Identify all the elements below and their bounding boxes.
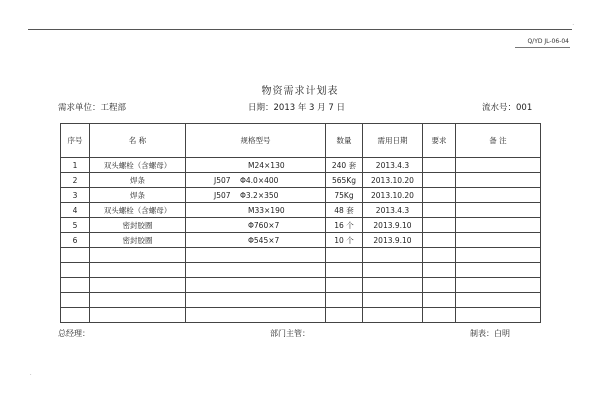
cell-remark <box>456 278 541 293</box>
cell-qty <box>326 248 363 263</box>
cell-requirement <box>423 263 456 278</box>
cell-remark <box>456 158 541 173</box>
cell-remark <box>456 188 541 203</box>
cell-remark <box>456 218 541 233</box>
table-row <box>61 158 541 173</box>
header-spec: 规格型号 <box>186 124 326 158</box>
cell-spec <box>186 218 326 233</box>
cell-seq <box>61 248 90 263</box>
table-row <box>61 218 541 233</box>
cell-requirement <box>423 248 456 263</box>
document-code-rule <box>515 47 570 48</box>
table-row <box>61 278 541 293</box>
cell-spec <box>186 173 326 188</box>
cell-qty: 240 套 <box>326 158 363 173</box>
cell-remark <box>456 233 541 248</box>
cell-name <box>90 293 186 308</box>
prepared-by-label: 制表：白明 <box>470 329 510 338</box>
cell-name <box>90 248 186 263</box>
cell-seq: 3 <box>61 188 90 203</box>
cell-qty <box>326 263 363 278</box>
cell-remark <box>456 293 541 308</box>
cell-name <box>90 308 186 323</box>
table-row <box>61 203 541 218</box>
cell-requirement <box>423 188 456 203</box>
cell-seq <box>61 293 90 308</box>
cell-date <box>363 278 423 293</box>
cell-spec <box>186 308 326 323</box>
demand-unit: 需求单位：工程部 <box>58 103 127 113</box>
spec-size: Φ3.2×350 <box>240 191 279 200</box>
cell-requirement <box>423 158 456 173</box>
cell-qty: 565Kg <box>326 173 363 188</box>
table-row <box>61 233 541 248</box>
cell-date <box>363 263 423 278</box>
spec-grade: J507 <box>214 191 231 200</box>
cell-spec <box>186 233 326 248</box>
cell-qty <box>326 278 363 293</box>
spec-size: Φ4.0×400 <box>240 176 279 185</box>
cell-date <box>363 248 423 263</box>
cell-seq: 1 <box>61 158 90 173</box>
cell-name: 焊条 <box>90 188 186 203</box>
cell-date: 2013.10.20 <box>363 173 423 188</box>
cell-spec <box>186 188 326 203</box>
cell-date: 2013.4.3 <box>363 158 423 173</box>
cell-spec <box>186 293 326 308</box>
cell-spec <box>186 203 326 218</box>
cell-seq <box>61 263 90 278</box>
cell-date: 2013.9.10 <box>363 218 423 233</box>
header-qty: 数量 <box>326 124 363 158</box>
cell-seq: 2 <box>61 173 90 188</box>
spec-size: Φ545×7 <box>248 236 280 245</box>
table-row <box>61 293 541 308</box>
dept-head-label: 部门主管： <box>270 329 310 338</box>
cell-requirement <box>423 203 456 218</box>
cell-qty: 10 个 <box>326 233 363 248</box>
document-title: 物资需求计划表 <box>261 86 339 97</box>
header-rule <box>28 29 572 30</box>
table-row <box>61 173 541 188</box>
cell-qty: 16 个 <box>326 218 363 233</box>
table-row <box>61 188 541 203</box>
table-row <box>61 263 541 278</box>
cell-remark <box>456 263 541 278</box>
cell-remark <box>456 173 541 188</box>
cell-name: 密封胶圈 <box>90 218 186 233</box>
header-name: 名 称 <box>90 124 186 158</box>
cell-requirement <box>423 308 456 323</box>
spec-grade: J507 <box>214 176 231 185</box>
spec-size: M33×190 <box>248 206 285 215</box>
cell-requirement <box>423 173 456 188</box>
table-row <box>61 248 541 263</box>
cell-remark <box>456 203 541 218</box>
cell-spec <box>186 278 326 293</box>
cell-name: 双头螺栓（含螺母） <box>90 203 186 218</box>
cell-date: 2013.4.3 <box>363 203 423 218</box>
cell-name <box>90 278 186 293</box>
serial-number: 流水号：001 <box>482 103 533 113</box>
table-row <box>61 308 541 323</box>
cell-spec <box>186 158 326 173</box>
header-date: 需用日期 <box>363 124 423 158</box>
cell-requirement <box>423 293 456 308</box>
cell-requirement <box>423 278 456 293</box>
cell-date <box>363 308 423 323</box>
document-code: Q/YD JL-06-04 <box>527 38 569 45</box>
spec-size: M24×130 <box>248 161 285 170</box>
cell-seq <box>61 308 90 323</box>
cell-remark <box>456 248 541 263</box>
cell-seq: 4 <box>61 203 90 218</box>
cell-qty <box>326 293 363 308</box>
cell-date <box>363 293 423 308</box>
spec-size: Φ760×7 <box>248 221 280 230</box>
document-date: 日期：2013 年 3 月 7 日 <box>248 103 345 113</box>
header-seq: 序号 <box>61 124 90 158</box>
cell-requirement <box>423 233 456 248</box>
cell-seq: 5 <box>61 218 90 233</box>
corner-mark: · <box>572 22 574 28</box>
table-header-row <box>61 124 541 158</box>
cell-name: 密封胶圈 <box>90 233 186 248</box>
general-manager-label: 总经理： <box>58 329 90 338</box>
cell-date: 2013.9.10 <box>363 233 423 248</box>
cell-remark <box>456 308 541 323</box>
margin-mark: · <box>30 372 32 378</box>
material-demand-table <box>60 123 541 323</box>
cell-name <box>90 263 186 278</box>
cell-name: 双头螺栓（含螺母） <box>90 158 186 173</box>
cell-qty: 48 套 <box>326 203 363 218</box>
cell-spec <box>186 248 326 263</box>
cell-qty <box>326 308 363 323</box>
cell-date: 2013.10.20 <box>363 188 423 203</box>
cell-seq <box>61 278 90 293</box>
header-remark: 备 注 <box>456 124 541 158</box>
cell-qty: 75Kg <box>326 188 363 203</box>
cell-spec <box>186 263 326 278</box>
cell-requirement <box>423 218 456 233</box>
cell-seq: 6 <box>61 233 90 248</box>
header-requirement: 要求 <box>423 124 456 158</box>
cell-name: 焊条 <box>90 173 186 188</box>
